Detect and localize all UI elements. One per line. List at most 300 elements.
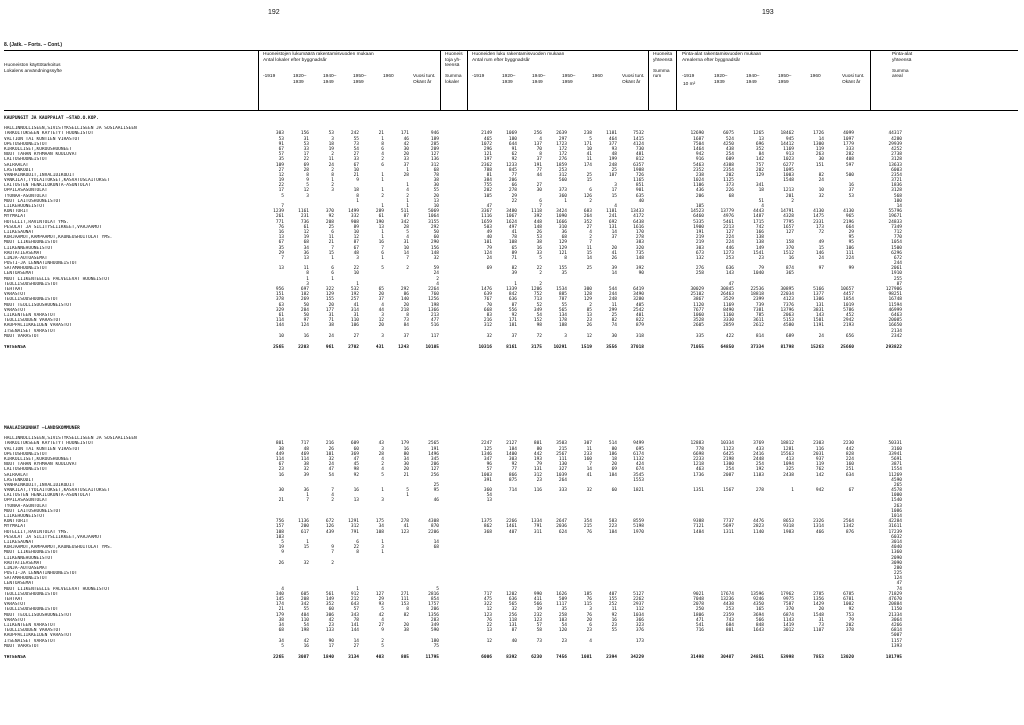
cell-11: 7: [589, 462, 592, 468]
cell-13: 1034: [633, 612, 644, 618]
cell-10: 1534: [556, 287, 567, 292]
cell-20: 71829: [888, 591, 902, 597]
cell-1: 69: [303, 162, 309, 168]
cell-15: 422: [725, 333, 734, 339]
header-year-1-5: Vuosi tunt. Okänt år: [413, 74, 436, 85]
cell-9: 137: [533, 141, 542, 147]
cell-10: 1626: [556, 591, 567, 597]
cell-1: 15: [303, 545, 309, 551]
cell-12: 74: [611, 323, 617, 329]
cell-14: 238: [695, 172, 704, 178]
cell-9: 6: [539, 198, 542, 204]
cell-12: 544: [608, 287, 617, 292]
cell-10: 121: [558, 250, 567, 256]
cell-16: 1715: [753, 219, 764, 225]
cell-12: 377: [608, 141, 617, 147]
cell-15: 524: [725, 136, 734, 142]
cell-17: 689: [785, 333, 794, 339]
cell-19: 442: [845, 446, 854, 452]
cell-12: 11: [611, 302, 617, 308]
cell-14: 541: [695, 622, 704, 628]
cell-0: 26: [278, 560, 284, 566]
cell-7: 6006: [481, 654, 492, 660]
cell-20: 21334: [888, 612, 902, 618]
row-label: LENTOASEMAT: [4, 271, 34, 277]
cell-19: 408: [845, 157, 854, 163]
cell-10: 276: [558, 157, 567, 163]
cell-6: 117: [430, 333, 439, 339]
cell-3: 10: [353, 229, 359, 235]
cell-20: 1157: [891, 638, 902, 644]
cell-17: 1512: [783, 250, 794, 256]
cell-3: 908: [350, 219, 359, 225]
cell-10: 1859: [556, 162, 567, 168]
cell-20: 7349: [891, 224, 902, 230]
cell-20: 55796: [888, 209, 902, 215]
cell-17: 1657: [783, 224, 794, 230]
cell-3: 1499: [348, 209, 359, 215]
row-label: NUUT TAHAN RYHMAAN KUULUVAT: [4, 462, 78, 468]
cell-13: 879: [635, 323, 644, 329]
cell-13: 1415: [633, 136, 644, 142]
cell-18: 15: [818, 245, 824, 251]
cell-0: 91: [278, 141, 284, 147]
table-row: [4, 334, 1018, 339]
cell-8: 866: [508, 472, 517, 478]
cell-9: 152: [533, 318, 542, 324]
cell-8: 87: [511, 302, 517, 308]
cell-7: 12: [486, 638, 492, 644]
cell-18: 73: [818, 622, 824, 628]
cell-20: 42284: [888, 519, 902, 525]
cell-2: 11: [328, 157, 334, 163]
cell-11: 20: [586, 617, 592, 623]
cell-11: 171: [583, 141, 592, 147]
cell-10: 55: [561, 302, 567, 308]
header-lokaler-total: Huoneis toja yh- teensä Summa lokaler: [445, 52, 463, 85]
cell-3: 67: [353, 162, 359, 168]
cell-6: 213: [430, 312, 439, 318]
cell-3: 89: [353, 224, 359, 230]
row-label: TEOLLISUUSHUONEISTOT: [4, 591, 59, 597]
cell-13: 7532: [633, 131, 644, 137]
cell-0: 27: [278, 167, 284, 173]
cell-6: 68: [433, 545, 439, 551]
cell-18: 1356: [813, 597, 824, 602]
cell-8: 3480: [506, 209, 517, 215]
cell-12: 69: [611, 467, 617, 473]
cell-4: 5: [381, 607, 384, 613]
cell-18: 2303: [813, 441, 824, 447]
cell-9: 3175: [531, 344, 542, 350]
cell-8: 303: [508, 456, 517, 462]
cell-18: 151: [815, 162, 824, 168]
row-label: PESULAT JA SILITYSLIIKKEET,VARJAAMOT: [4, 534, 102, 540]
cell-2: 32: [328, 456, 334, 462]
cell-10: 103: [558, 617, 567, 623]
cell-16: 848: [755, 622, 764, 628]
cell-17: 413: [785, 456, 794, 462]
cell-13: 278: [635, 235, 644, 241]
cell-4: 127: [375, 591, 384, 597]
cell-10: 215: [558, 446, 567, 452]
cell-5: 292: [400, 287, 409, 292]
cell-13: 376: [635, 628, 644, 634]
cell-6: 283: [430, 617, 439, 623]
cell-17: 53998: [780, 654, 794, 660]
cell-7: 70: [486, 302, 492, 308]
row-label: MUUT TEOLLISUUSHUONEISTOT: [4, 302, 72, 308]
cell-11: 15: [586, 178, 592, 184]
cell-15: 1300: [723, 462, 734, 468]
cell-0: 151: [275, 292, 284, 298]
cell-11: 2: [589, 198, 592, 204]
cell-7: 347: [483, 456, 492, 462]
cell-3: 48: [353, 250, 359, 256]
cell-16: 4350: [753, 602, 764, 608]
cell-19: 282: [845, 152, 854, 158]
cell-12: 20: [611, 462, 617, 468]
cell-3: 1: [356, 586, 359, 592]
cell-2: 1840: [323, 654, 334, 660]
cell-5: 1: [406, 493, 409, 499]
cell-0: 145: [275, 597, 284, 602]
cell-9: 27: [536, 183, 542, 189]
cell-4: 20: [378, 323, 384, 329]
cell-6: 290: [430, 240, 439, 246]
cell-3: 212: [350, 597, 359, 602]
cell-6: 180: [430, 638, 439, 644]
cell-10: 312: [558, 172, 567, 178]
cell-7: 384: [483, 178, 492, 184]
cell-13: 481: [635, 152, 644, 158]
cell-16: 79: [758, 266, 764, 272]
cell-12: 248: [608, 297, 617, 303]
cell-16: 3769: [753, 441, 764, 447]
cell-10: 327: [558, 467, 567, 473]
cell-17: 1095: [783, 167, 794, 173]
cell-19: 4099: [843, 131, 854, 137]
cell-5: 86: [403, 292, 409, 298]
cell-16: 51: [758, 198, 764, 204]
row-label: KAUPPALIIKKEIDEN VARASTOT: [4, 323, 72, 329]
cell-5: 1243: [398, 344, 409, 350]
cell-14: 219: [695, 235, 704, 241]
cell-15: 1273: [723, 250, 734, 256]
cell-19: 99: [848, 266, 854, 272]
cell-7: 76: [486, 617, 492, 623]
cell-5: 4: [406, 188, 409, 194]
cell-5: 111: [400, 597, 409, 602]
cell-13: 2262: [633, 597, 644, 602]
cell-18: 20: [818, 607, 824, 613]
cell-10: 120: [558, 628, 567, 634]
row-label: TEHTAAT: [4, 597, 23, 602]
cell-0: 2265: [273, 654, 284, 660]
row-label: LIIKENTEEN VARASTOT: [4, 622, 56, 628]
cell-2: 53: [328, 131, 334, 137]
header-usage-column: Huoneiston käyttötarkoitus Lokalens användningssyfte: [4, 63, 62, 74]
cell-3: 55: [353, 136, 359, 142]
row-label: NUUT TAHAN RYHMAAN KUULUVAT: [4, 152, 78, 158]
cell-20: 16650: [888, 323, 902, 329]
cell-2: 18: [328, 141, 334, 147]
cell-14: 105: [695, 204, 704, 209]
cell-12: 244: [608, 292, 617, 298]
row-label: OPETUSHUONEISTOT: [4, 141, 48, 147]
cell-20: 1393: [891, 643, 902, 649]
cell-3: 13: [353, 498, 359, 504]
cell-19: 2564: [843, 519, 854, 525]
cell-12: 2394: [606, 654, 617, 660]
cell-2: 322: [325, 287, 334, 292]
cell-16: 1140: [753, 529, 764, 535]
cell-1: 39: [303, 472, 309, 478]
cell-18: 30: [818, 157, 824, 163]
cell-20: 5007: [891, 633, 902, 639]
cell-1: 32: [303, 467, 309, 473]
cell-13: 4172: [633, 214, 644, 220]
cell-11: 4: [589, 638, 592, 644]
cell-1: 284: [300, 307, 309, 313]
cell-9: 791: [533, 524, 542, 530]
cell-5: 30: [403, 146, 409, 152]
cell-11: 41: [586, 152, 592, 158]
row-label: TEHTAAT: [4, 287, 23, 292]
cell-6: 946: [430, 131, 439, 137]
cell-14: 6698: [693, 451, 704, 457]
cell-20: 712: [893, 229, 902, 235]
cell-12: 184: [608, 472, 617, 478]
cell-2: 42: [328, 617, 334, 623]
cell-6: 55: [433, 188, 439, 194]
cell-12: 26: [611, 255, 617, 261]
cell-18: 5166: [813, 287, 824, 292]
cell-5: 1: [406, 183, 409, 189]
cell-14: 206: [695, 193, 704, 199]
cell-2: 60: [328, 607, 334, 613]
cell-16: 13596: [750, 591, 764, 597]
cell-20: 2061: [891, 266, 902, 272]
cell-20: 47670: [888, 597, 902, 602]
cell-13: 635: [635, 193, 644, 199]
cell-4: 5: [381, 266, 384, 272]
cell-11: 14: [586, 255, 592, 261]
cell-13: 4124: [633, 141, 644, 147]
cell-3: 31: [353, 312, 359, 318]
cell-10: 1666: [556, 219, 567, 225]
cell-12: 23: [611, 622, 617, 628]
cell-11: 215: [583, 524, 592, 530]
cell-0: 22: [278, 183, 284, 189]
cell-13: 6174: [633, 451, 644, 457]
cell-20: 255: [893, 276, 902, 282]
cell-20: 244: [893, 261, 902, 267]
cell-17: 6277: [783, 162, 794, 168]
cell-6: 50: [433, 229, 439, 235]
cell-18: 7853: [813, 654, 824, 660]
cell-1: 342: [300, 602, 309, 608]
cell-13: 851: [635, 183, 644, 189]
cell-1: 33: [303, 146, 309, 152]
cell-18: 116: [815, 446, 824, 452]
cell-14: 14523: [690, 209, 704, 215]
cell-11: 238: [583, 131, 592, 137]
section-title: KAUPUNGIT JA KAUPPALAT –STAD.O.KOP.: [4, 116, 99, 121]
cell-10: 1117: [556, 602, 567, 608]
cell-6: 5: [436, 586, 439, 592]
cell-16: 2399: [753, 297, 764, 303]
cell-12: 187: [608, 172, 617, 178]
cell-20: 1000: [891, 493, 902, 499]
cell-5: 805: [400, 654, 409, 660]
cell-19: 2230: [843, 441, 854, 447]
cell-17: 127: [785, 229, 794, 235]
cell-11: 23: [586, 318, 592, 324]
cell-16: 1265: [753, 131, 764, 137]
cell-8: 89: [511, 250, 517, 256]
cell-20: 265: [893, 482, 902, 488]
cell-12: 48: [611, 152, 617, 158]
cell-11: 14: [586, 467, 592, 473]
header-year-2-5: Vuosi tunt. Okänt år: [622, 74, 645, 85]
row-label: LIIKESAUNAT: [4, 539, 34, 545]
cell-15: 68: [728, 193, 734, 199]
cell-4: 4: [381, 302, 384, 308]
cell-13: 392: [635, 266, 644, 272]
row-label: KIRKOLLISET,KUROUSHUONEET: [4, 456, 72, 462]
row-label: RAUTATIEASEMAT: [4, 250, 42, 256]
cell-1: 11: [303, 266, 309, 272]
cell-5: 153: [400, 602, 409, 608]
cell-14: 335: [695, 333, 704, 339]
cell-3: 369: [350, 451, 359, 457]
cell-20: 46999: [888, 307, 902, 313]
cell-9: 5: [539, 255, 542, 261]
cell-0: 76: [278, 224, 284, 230]
cell-3: 141: [350, 622, 359, 628]
cell-10: 333: [558, 488, 567, 494]
cell-14: 1736: [693, 472, 704, 478]
cell-8: 714: [508, 488, 517, 494]
row-label: MUUT LAITOSHUONEISTOT: [4, 198, 61, 204]
cell-20: 1150: [891, 607, 902, 613]
cell-1: 68: [303, 240, 309, 246]
cell-10: 172: [558, 152, 567, 158]
cell-2: 11: [328, 235, 334, 241]
cell-1: 200: [300, 524, 309, 530]
cell-0: 68: [278, 628, 284, 634]
cell-4: 1: [381, 136, 384, 142]
cell-16: 341: [755, 183, 764, 189]
cell-7: 1072: [481, 141, 492, 147]
cell-11: 76: [586, 612, 592, 618]
cell-3: 9: [356, 178, 359, 184]
cell-19: 95: [848, 235, 854, 241]
cell-19: 224: [845, 255, 854, 261]
cell-5: 21: [403, 472, 409, 478]
cell-17: 3012: [783, 628, 794, 634]
cell-14: 9021: [693, 591, 704, 597]
cell-11: 10: [586, 146, 592, 152]
row-label: PESULAT JA SILITYSLIIKKEET,VARJAAMOT: [4, 224, 102, 230]
cell-13: 8559: [633, 519, 644, 525]
cell-13: 6438: [633, 219, 644, 225]
cell-7: 121: [483, 152, 492, 158]
cell-15: 1125: [723, 178, 734, 184]
cell-13: 170: [635, 229, 644, 235]
cell-17: 30895: [780, 287, 794, 292]
cell-1: 124: [300, 323, 309, 329]
cell-15: 13236: [720, 597, 734, 602]
cell-5: 20: [403, 622, 409, 628]
cell-16: 84: [758, 152, 764, 158]
cell-17: 2: [791, 198, 794, 204]
cell-9: 232: [533, 612, 542, 618]
cell-4: 289: [375, 209, 384, 215]
cell-6: 2565: [428, 441, 439, 447]
cell-13: 173: [635, 638, 644, 644]
cell-18: 2331: [813, 219, 824, 225]
cell-20: 568: [893, 193, 902, 199]
cell-3: 343: [350, 612, 359, 618]
cell-7: 862: [483, 524, 492, 530]
cell-11: 76: [586, 529, 592, 535]
cell-6: 4: [436, 281, 439, 287]
cell-10: 68: [561, 235, 567, 241]
cell-12: 41: [611, 250, 617, 256]
cell-8: 256: [508, 612, 517, 618]
cell-19: 6781: [843, 597, 854, 602]
cell-0: 5: [281, 539, 284, 545]
cell-1: 34: [303, 245, 309, 251]
cell-9: 30: [536, 188, 542, 194]
cell-4: 8: [381, 141, 384, 147]
cell-18: 1726: [813, 131, 824, 137]
cell-16: 4476: [753, 519, 764, 525]
cell-0: 29: [278, 250, 284, 256]
cell-7: 216: [483, 318, 492, 324]
cell-13: 5127: [633, 591, 644, 597]
cell-12: 3: [614, 183, 617, 189]
cell-1: 19: [303, 235, 309, 241]
cell-12: 25: [611, 167, 617, 173]
cell-1: 12: [303, 229, 309, 235]
cell-5: 4: [406, 235, 409, 241]
cell-20: 3128: [891, 157, 902, 163]
cell-10: 1723: [556, 141, 567, 147]
cell-3: 16: [353, 488, 359, 494]
cell-2: 7: [331, 550, 334, 556]
cell-3: 6: [356, 539, 359, 545]
cell-7: 475: [483, 597, 492, 602]
cell-9: 80: [536, 446, 542, 452]
cell-8: 8392: [506, 654, 517, 660]
cell-3: 1: [356, 198, 359, 204]
cell-19: 1854: [843, 297, 854, 303]
cell-0: 19: [278, 178, 284, 184]
cell-15: 224: [725, 240, 734, 246]
cell-14: 3867: [693, 297, 704, 303]
cell-9: 311: [533, 529, 542, 535]
cell-3: 33: [353, 157, 359, 163]
cell-19: 597: [845, 162, 854, 168]
cell-17: 1169: [783, 146, 794, 152]
row-label: VANHAINKODIT,INVALIDIKODIT: [4, 172, 75, 178]
cell-2: 38: [328, 323, 334, 329]
cell-10: 1090: [556, 214, 567, 220]
cell-4: 6: [381, 146, 384, 152]
